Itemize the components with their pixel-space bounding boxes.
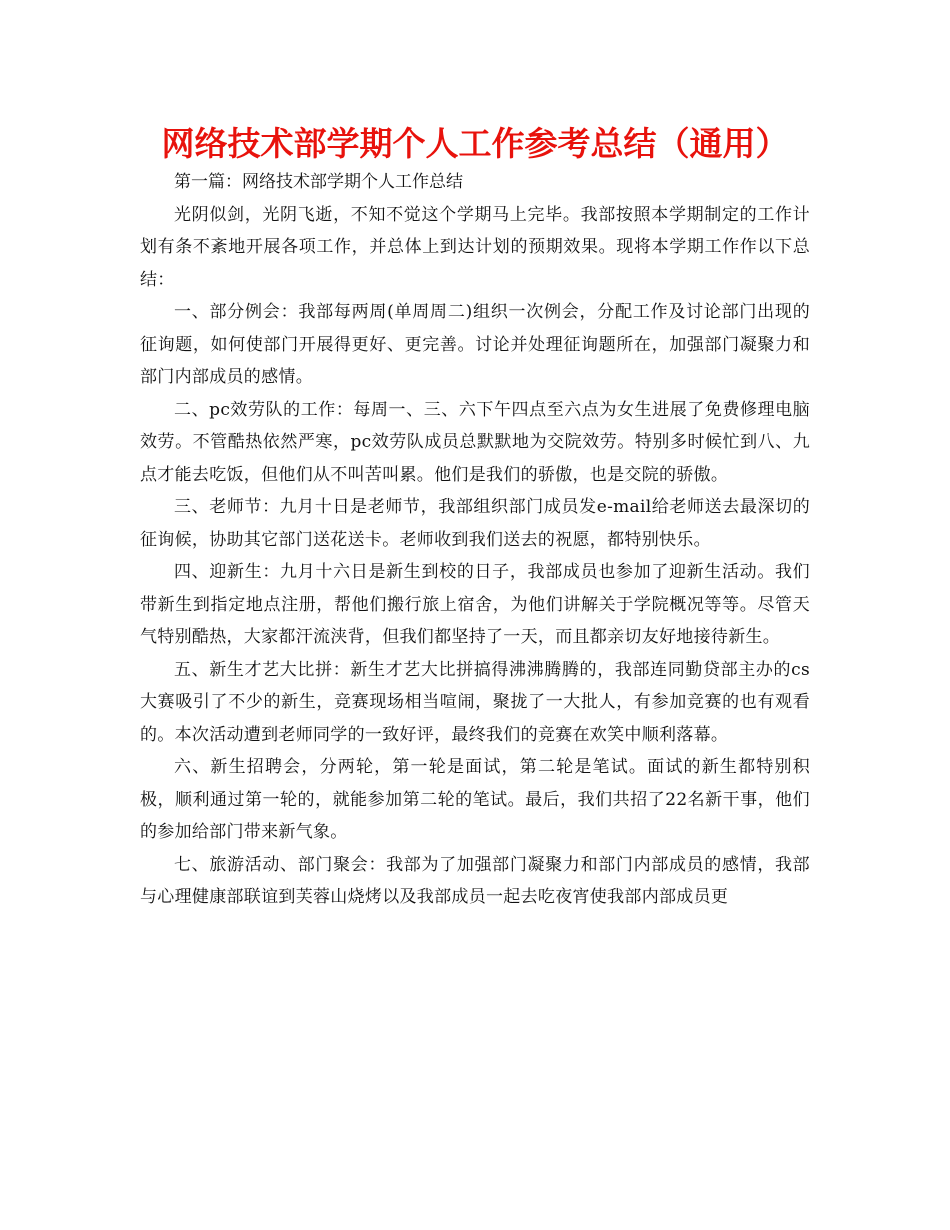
document-title: 网络技术部学期个人工作参考总结（通用） bbox=[161, 124, 789, 163]
paragraph-welcome-freshmen: 四、迎新生：九月十六日是新生到校的日子，我部成员也参加了迎新生活动。我们带新生到指定地点注册，帮他们搬行旅上宿舍，为他们讲解关于学院概况等等。尽管天气特别酷热，大家都汗流浃背，但我们都坚持了一天，而且都亲切友好地接待新生。 bbox=[140, 562, 810, 647]
paragraph-talent-contest: 五、新生才艺大比拼：新生才艺大比拼搞得沸沸腾腾的，我部连同勤贷部主办的cs大赛吸引了不少的新生，竞赛现场相当喧闹，聚拢了一大批人，有参加竞赛的也有观看的。本次活动遭到老师同学的一致好评，最终我们的竞赛在欢笑中顺利落幕。 bbox=[140, 659, 810, 745]
paragraph-meetings: 一、部分例会：我部每两周(单周周二)组织一次例会，分配工作及讨论部门出现的征询题，如何使部门开展得更好、更完善。讨论并处理征询题所在，加强部门凝聚力和部门内部成员的感情。 bbox=[140, 302, 810, 387]
section-heading: 第一篇：网络技术部学期个人工作总结 bbox=[174, 172, 463, 192]
paragraph-teachers-day: 三、老师节：九月十日是老师节，我部组织部门成员发e-mail给老师送去最深切的征询候，协助其它部门送花送卡。老师收到我们送去的祝愿，都特别快乐。 bbox=[140, 497, 810, 550]
paragraph-pc-service: 二、pc效劳队的工作：每周一、三、六下午四点至六点为女生进展了免费修理电脑效劳。不管酷热依然严寒，pc效劳队成员总默默地为交院效劳。特别多时候忙到八、九点才能去吃饭，但他们从不叫苦叫累。他们是我们的骄傲，也是交院的骄傲。 bbox=[140, 399, 810, 485]
paragraph-outing: 七、旅游活动、部门聚会：我部为了加强部门凝聚力和部门内部成员的感情，我部与心理健康部联谊到芙蓉山烧烤以及我部成员一起去吃夜宵使我部内部成员更 bbox=[140, 854, 810, 907]
paragraph-recruitment: 六、新生招聘会，分两轮，第一轮是面试，第二轮是笔试。面试的新生都特别积极，顺利通过第一轮的，就能参加第二轮的笔试。最后，我们共招了22名新干事，他们的参加给部门带来新气象。 bbox=[140, 757, 810, 842]
document-body bbox=[140, 166, 810, 914]
paragraph-intro: 光阴似剑，光阴飞逝，不知不觉这个学期马上完毕。我部按照本学期制定的工作计划有条不紊地开展各项工作，并总体上到达计划的预期效果。现将本学期工作作以下总结： bbox=[140, 204, 810, 290]
